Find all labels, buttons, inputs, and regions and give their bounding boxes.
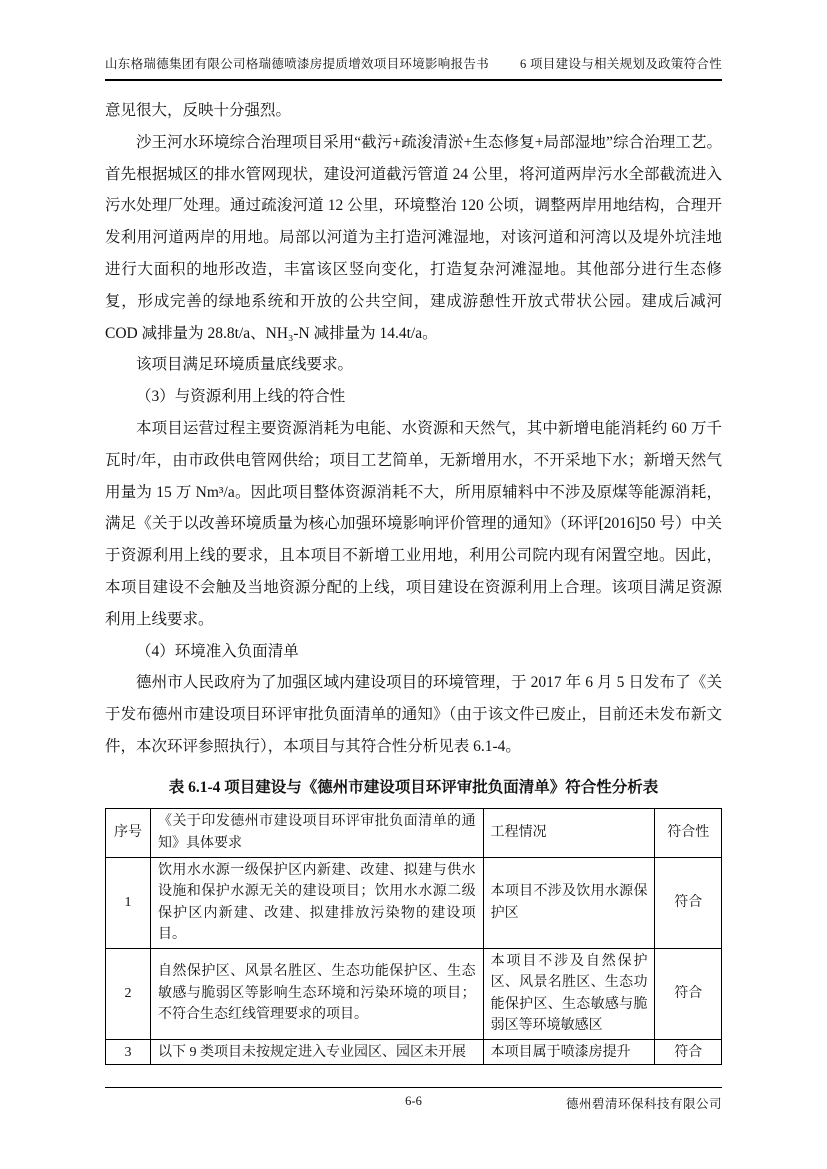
row3-requirement: 以下 9 类项目未按规定进入专业园区、园区未开展 — [150, 1039, 483, 1064]
table-row — [106, 948, 722, 1039]
col-header-no: 序号 — [106, 808, 151, 857]
row3-compliance: 符合 — [655, 1039, 722, 1064]
page-header — [105, 56, 722, 81]
table-header-row — [106, 808, 722, 857]
col-header-requirement: 《关于印发德州市建设项目环评审批负面清单的通知》具体要求 — [150, 808, 483, 857]
paragraph-continuation: 意见很大，反映十分强烈。 — [105, 102, 292, 119]
row1-no: 1 — [106, 857, 151, 948]
page-footer — [105, 1087, 722, 1114]
heading-negative-list: （4）环境准入负面清单 — [136, 642, 299, 660]
compliance-analysis-table — [105, 808, 722, 1065]
row2-situation: 本项目不涉及自然保护区、风景名胜区、生态功能保护区、生态敏感与脆弱区等环境敏感区 — [483, 948, 655, 1039]
header-chapter-title: 6 项目建设与相关规划及政策符合性 — [520, 57, 722, 71]
row3-situation: 本项目属于喷漆房提升 — [483, 1039, 655, 1064]
row1-situation: 本项目不涉及饮用水源保护区 — [483, 857, 655, 948]
page-number: 6-6 — [405, 1094, 422, 1108]
row1-compliance: 符合 — [655, 857, 722, 948]
paragraph-dezhou-government: 德州市人民政府为了加强区域内建设项目的环境管理，于 2017 年 6 月 5 日发布了《关于发布德州市建设项目环评审批负面清单的通知》（由于该文件已废止，目前还未发布新文件，本次环评参照执行），本项目与其符合性分析见表 6.1-4。 — [105, 674, 722, 755]
heading-resource-upper-limit: （3）与资源利用上线的符合性 — [136, 388, 346, 406]
paragraph-quality-bottomline: 该项目满足环境质量底线要求。 — [136, 356, 354, 374]
table-caption: 表 6.1-4 项目建设与《德州市建设项目环评审批负面清单》符合性分析表 — [168, 778, 659, 796]
row2-no: 2 — [106, 948, 151, 1039]
col-header-compliance: 符合性 — [655, 808, 722, 857]
paragraph-resource-consumption: 本项目运营过程主要资源消耗为电能、水资源和天然气，其中新增电能消耗约 60 万千瓦时/年，由市政供电管网供给；项目工艺简单，无新增用水，不开采地下水；新增天然气用量为 15 万 Nm³/a。因此项目整体资源消耗不大，所用原辅料中不涉及原煤等能源消耗，满足《关于以改善环境质量为核心加强环境影响评价管理的通知》（环评[2016]50 号）中关于资源利用上线的要求，且本项目不新增工业用地，利用公司院内现有闲置空地。因此，本项目建设不会触及当地资源分配的上线，项目建设在资源利用上合理。该项目满足资源利用上线要求。 — [105, 419, 722, 628]
row2-requirement: 自然保护区、风景名胜区、生态功能保护区、生态敏感与脆弱区等影响生态环境和污染环境的项目；不符合生态红线管理要求的项目。 — [150, 948, 483, 1039]
page-content — [105, 95, 722, 1065]
row3-no: 3 — [106, 1039, 151, 1064]
header-report-title: 山东格瑞德集团有限公司格瑞德喷漆房提质增效项目环境影响报告书 — [105, 57, 490, 71]
paragraph-shawang-river: 沙王河水环境综合治理项目采用“截污+疏浚清淤+生态修复+局部湿地”综合治理工艺。首先根据城区的排水管网现状，建设河道截污管道 24 公里，将河道两岸污水全部截流进入污水处理厂处理。通过疏浚河道 12 公里，环境整治 120 公顷，调整两岸用地结构，合理开发利用河道两岸的用地。局部以河道为主打造河滩湿地，对该河道和河湾以及堤外坑洼地进行大面积的地形改造，丰富该区竖向变化，打造复杂河滩湿地。其他部分进行生态修复，形成完善的绿地系统和开放的公共空间，建成游憩性开放式带状公园。建成后减河 COD 减排量为 28.8t/a、NH₃-N 减排量为 14.4t/a。 — [105, 133, 722, 342]
col-header-situation: 工程情况 — [483, 808, 655, 857]
table-row-truncated — [106, 1039, 722, 1064]
row1-requirement: 饮用水水源一级保护区内新建、改建、拟建与供水设施和保护水源无关的建设项目；饮用水水源二级保护区内新建、改建、拟建排放污染物的建设项目。 — [150, 857, 483, 948]
footer-company-name: 德州碧清环保科技有限公司 — [565, 1097, 722, 1111]
table-row — [106, 857, 722, 948]
row2-compliance: 符合 — [655, 948, 722, 1039]
